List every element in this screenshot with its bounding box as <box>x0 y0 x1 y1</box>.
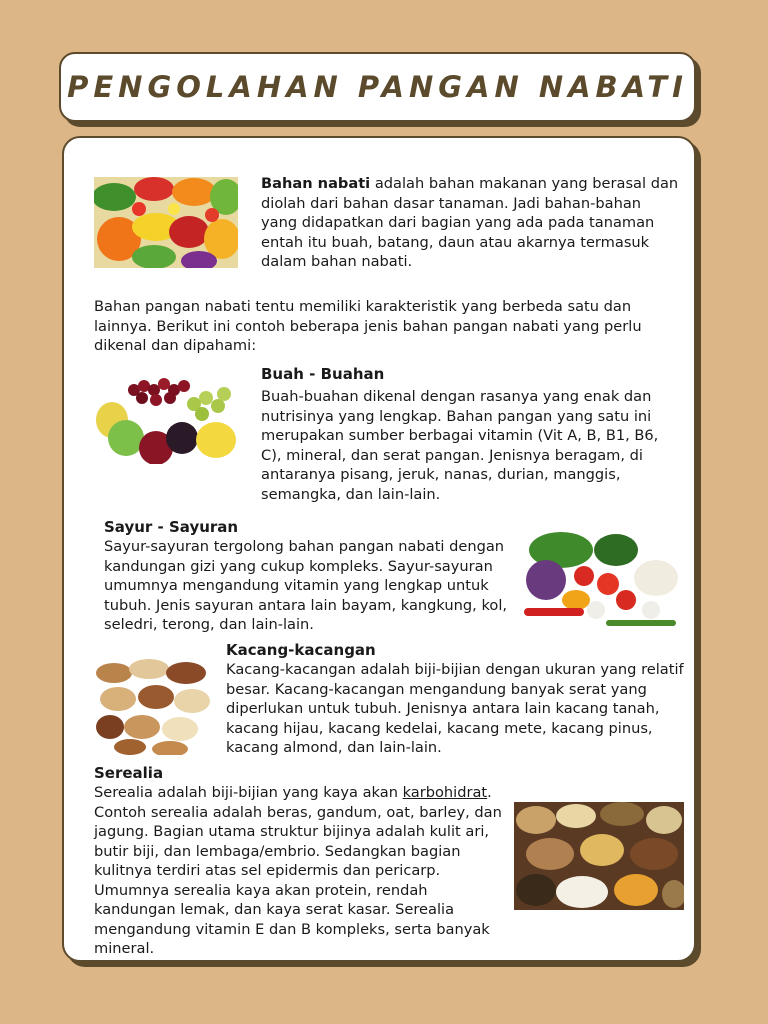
title-banner <box>59 52 696 122</box>
serealia-heading: Serealia <box>94 764 164 782</box>
mixed-produce-image <box>94 177 238 268</box>
sayur-text: Sayur-sayuran tergolong bahan pangan nabati dengan kandungan gizi yang cukup kompleks. Sayur-sayuran umumnya mengandung vitamin yang lengkap untuk tubuh. Jenis sayuran antara lain bayam, kangkung, kol, seledri, terong, dan lain-lain. <box>104 538 508 633</box>
karbohidrat-link[interactable]: karbohidrat <box>402 784 488 801</box>
kacang-heading: Kacang-kacangan <box>226 641 376 659</box>
vegetables-image <box>516 528 682 632</box>
overview-paragraph <box>94 297 654 356</box>
sayur-heading: Sayur - Sayuran <box>104 518 239 536</box>
buah-heading: Buah - Buahan <box>261 365 385 383</box>
serealia-text-before: Serealia adalah biji-bijian yang kaya akan <box>94 784 403 801</box>
buah-section <box>261 364 681 504</box>
nuts-image <box>94 657 212 755</box>
overview-text: Bahan pangan nabati tentu memiliki karakteristik yang berbeda satu dan lainnya. Berikut ini contoh beberapa jenis bahan pangan nabati yang perlu dikenal dan dipahami: <box>94 298 642 354</box>
kacang-text: Kacang-kacangan adalah biji-bijian dengan ukuran yang relatif besar. Kacang-kacangan mengandung banyak serat yang diperlukan untuk tubuh. Jenisnya antara lain kacang tanah, kacang hijau, kacang kedelai, kacang mete, kacang pinus, kacang almond, dan lain-lain. <box>226 661 684 756</box>
serealia-text-after: . Contoh serealia adalah beras, gandum, oat, barley, dan jagung. Bagian utama struktur bijinya adalah kulit ari, butir biji, dan lembaga/embrio. Sedangkan bagian kulitnya terdiri atas sel epidermis dan pericarp. Umumnya serealia kaya akan protein, rendah kandungan lemak, dan kaya serat kasar. Serealia mengandung vitamin E dan B kompleks, serta banyak mineral. <box>94 784 502 957</box>
buah-text: Buah-buahan dikenal dengan rasanya yang enak dan nutrisinya yang lengkap. Bahan pangan yang satu ini merupakan sumber berbagai vitamin (Vit A, B, B1, B6, C), mineral, dan serat pangan. Jenisnya beragam, di antaranya pisang, jeruk, nanas, durian, manggis, semangka, dan lain-lain. <box>261 388 659 503</box>
intro-paragraph <box>261 174 681 272</box>
page-title: PENGOLAHAN PANGAN NABATI <box>67 70 688 104</box>
sayur-section <box>104 517 514 635</box>
serealia-section <box>94 763 502 959</box>
fruits-image <box>94 368 238 464</box>
intro-text: adalah bahan makanan yang berasal dan diolah dari bahan dasar tanaman. Jadi bahan-bahan yang didapatkan dari bagian yang ada pada tanaman entah itu buah, batang, daun atau akarnya termasuk dalam bahan nabati. <box>261 175 679 270</box>
grains-image <box>514 802 684 910</box>
kacang-section <box>226 640 688 758</box>
intro-term: Bahan nabati <box>261 175 371 192</box>
